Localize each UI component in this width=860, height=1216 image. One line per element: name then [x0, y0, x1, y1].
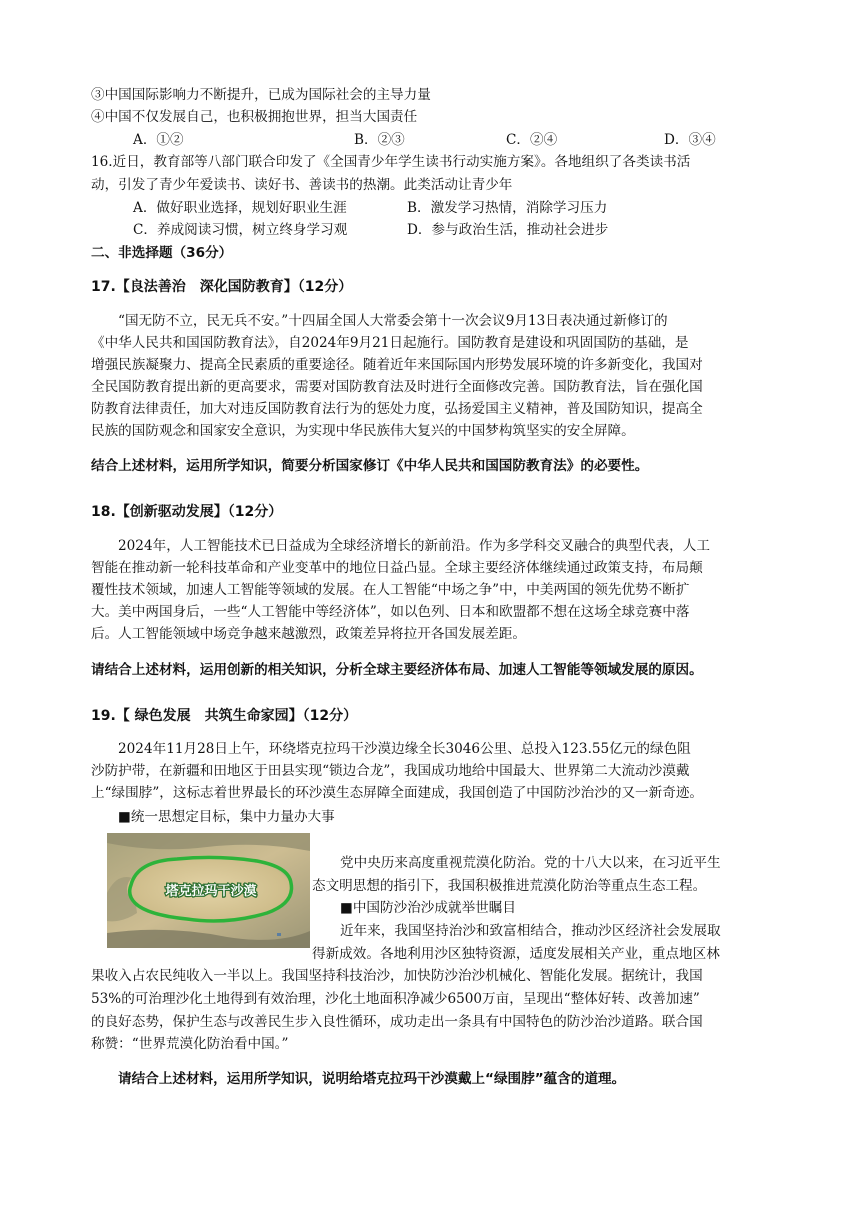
q18-line: 后。人工智能领域中场竞争越来越激烈，政策差异将拉开各国发展差距。: [91, 626, 526, 642]
q16-option-c: C．养成阅读习惯，树立终身学习观: [133, 222, 348, 238]
q17-line: 《中华人民共和国国防教育法》，自2024年9月21日起施行。国防教育是建设和巩固国防的基础，是: [91, 335, 689, 351]
q18-line: 大。美中两国身后，一些“人工智能中等经济体”，如以色列、日本和欧盟都不想在这场全球竞赛中落: [91, 604, 690, 620]
q17-line: 全民国防教育提出新的更高要求，需要对国防教育法及时进行全面修改完善。国防教育法，旨在强化国: [91, 379, 703, 395]
q15-item-3: ③中国国际影响力不断提升，已成为国际社会的主导力量: [91, 87, 431, 103]
q16-stem-line-1: 16.近日，教育部等八部门联合印发了《全国青少年学生读书行动实施方案》。各地组织了各类读书活: [91, 154, 691, 170]
taklamakan-desert-map: [107, 833, 310, 948]
q18-question: 请结合上述材料，运用创新的相关知识，分析全球主要经济体布局、加速人工智能等领域发展的原因。: [91, 662, 703, 678]
q16-option-b: B．激发学习热情，消除学习压力: [407, 200, 608, 216]
map-label: 塔克拉玛干沙漠: [165, 884, 257, 899]
q19-para3-line: 果收入占农民纯收入一半以上。我国坚持科技治沙，加快防沙治沙机械化、智能化发展。据统计，我国: [91, 968, 703, 984]
q19-para3-line: 得新成效。各地利用沙区独特资源，适度发展相关产业，重点地区林: [312, 946, 720, 962]
q18-line: 2024年，人工智能技术已日益成为全球经济增长的新前沿。作为多学科交叉融合的典型代表，人工: [118, 538, 710, 554]
q18-line: 覆性技术领域，加速人工智能等领域的发展。在人工智能“中场之争”中，中美两国的领先优势不断扩: [91, 582, 690, 598]
q17-line: 增强民族凝聚力、提高全民素质的重要途径。随着近年来国际国内形势发展环境的许多新变化，我国对: [91, 357, 703, 373]
q16-option-a: A．做好职业选择，规划好职业生涯: [133, 200, 347, 216]
q19-line: 沙防护带，在新疆和田地区于田县实现“锁边合龙”，我国成功地给中国最大、世界第二大流动沙漠戴: [91, 763, 690, 779]
q19-para2-line-2: 态文明思想的指引下，我国积极推进荒漠化防治等重点生态工程。: [312, 878, 707, 894]
q19-question: 请结合上述材料，运用所学知识，说明给塔克拉玛干沙漠戴上“绿围脖”蕴含的道理。: [118, 1071, 626, 1087]
q19-line: 2024年11月28日上午，环绕塔克拉玛干沙漠边缘全长3046公里、总投入123.55亿元的绿色阻: [118, 741, 691, 757]
q18-line: 智能在推动新一轮科技革命和产业变革中的地位日益凸显。全球主要经济体继续通过政策支持，布局颠: [91, 560, 703, 576]
q18-material: [91, 535, 771, 645]
q15-option-a: A．①②: [133, 132, 184, 148]
q19-material: [91, 738, 771, 804]
q19-line: 上“绿围脖”，这标志着世界最长的环沙漠生态屏障全面建成，我国创造了中国防沙治沙的又一新奇迹。: [91, 785, 704, 801]
section-heading-nonchoice: 二、非选择题（36分）: [91, 245, 233, 261]
q19-subheading-2: ■中国防沙治沙成就举世瞩目: [340, 900, 516, 916]
q19-title: 19.【 绿色发展 共筑生命家园】（12分）: [91, 708, 358, 724]
q15-option-c: C．②④: [506, 132, 558, 148]
q17-material: [91, 310, 771, 442]
q19-para2-line-1: 党中央历来高度重视荒漠化防治。党的十八大以来，在习近平生: [340, 855, 721, 871]
q15-option-d: D．③④: [664, 132, 716, 148]
q17-title: 17.【良法善治 深化国防教育】（12分）: [91, 279, 353, 295]
q19-para3-line: 近年来，我国坚持治沙和致富相结合，推动沙区经济社会发展取: [340, 923, 721, 939]
q19-para3-line: 的良好态势，保护生态与改善民生步入良性循环，成功走出一条具有中国特色的防沙治沙道路。联合国: [91, 1014, 703, 1030]
q17-line: 民族的国防观念和国家安全意识，为实现中华民族伟大复兴的中国梦构筑坚实的安全屏障。: [91, 423, 635, 439]
q19-subheading-1: ■统一思想定目标，集中力量办大事: [118, 809, 335, 825]
q18-title: 18.【创新驱动发展】（12分）: [91, 504, 283, 520]
q15-option-b: B．②③: [354, 132, 405, 148]
q17-line: 防教育法律责任，加大对违反国防教育法行为的惩处力度，弘扬爱国主义精神，普及国防知识，提高全: [91, 401, 703, 417]
q19-para3-line: 53%的可治理沙化土地得到有效治理，沙化土地面积净减少6500万亩，呈现出“整体好转、改善加速”: [91, 991, 700, 1007]
q19-para3-line: 称赞：“世界荒漠化防治看中国。”: [91, 1036, 289, 1052]
q15-item-4: ④中国不仅发展自己，也积极拥抱世界，担当大国责任: [91, 109, 418, 125]
q17-line: “国无防不立，民无兵不安。”十四届全国人大常委会第十一次会议9月13日表决通过新修订的: [118, 313, 668, 329]
q16-option-d: D．参与政治生活，推动社会进步: [407, 222, 609, 238]
q17-question: 结合上述材料，运用所学知识，简要分析国家修订《中华人民共和国国防教育法》的必要性。: [91, 458, 649, 474]
q16-stem-line-2: 动，引发了青少年爱读书、读好书、善读书的热潮。此类活动让青少年: [91, 177, 513, 193]
